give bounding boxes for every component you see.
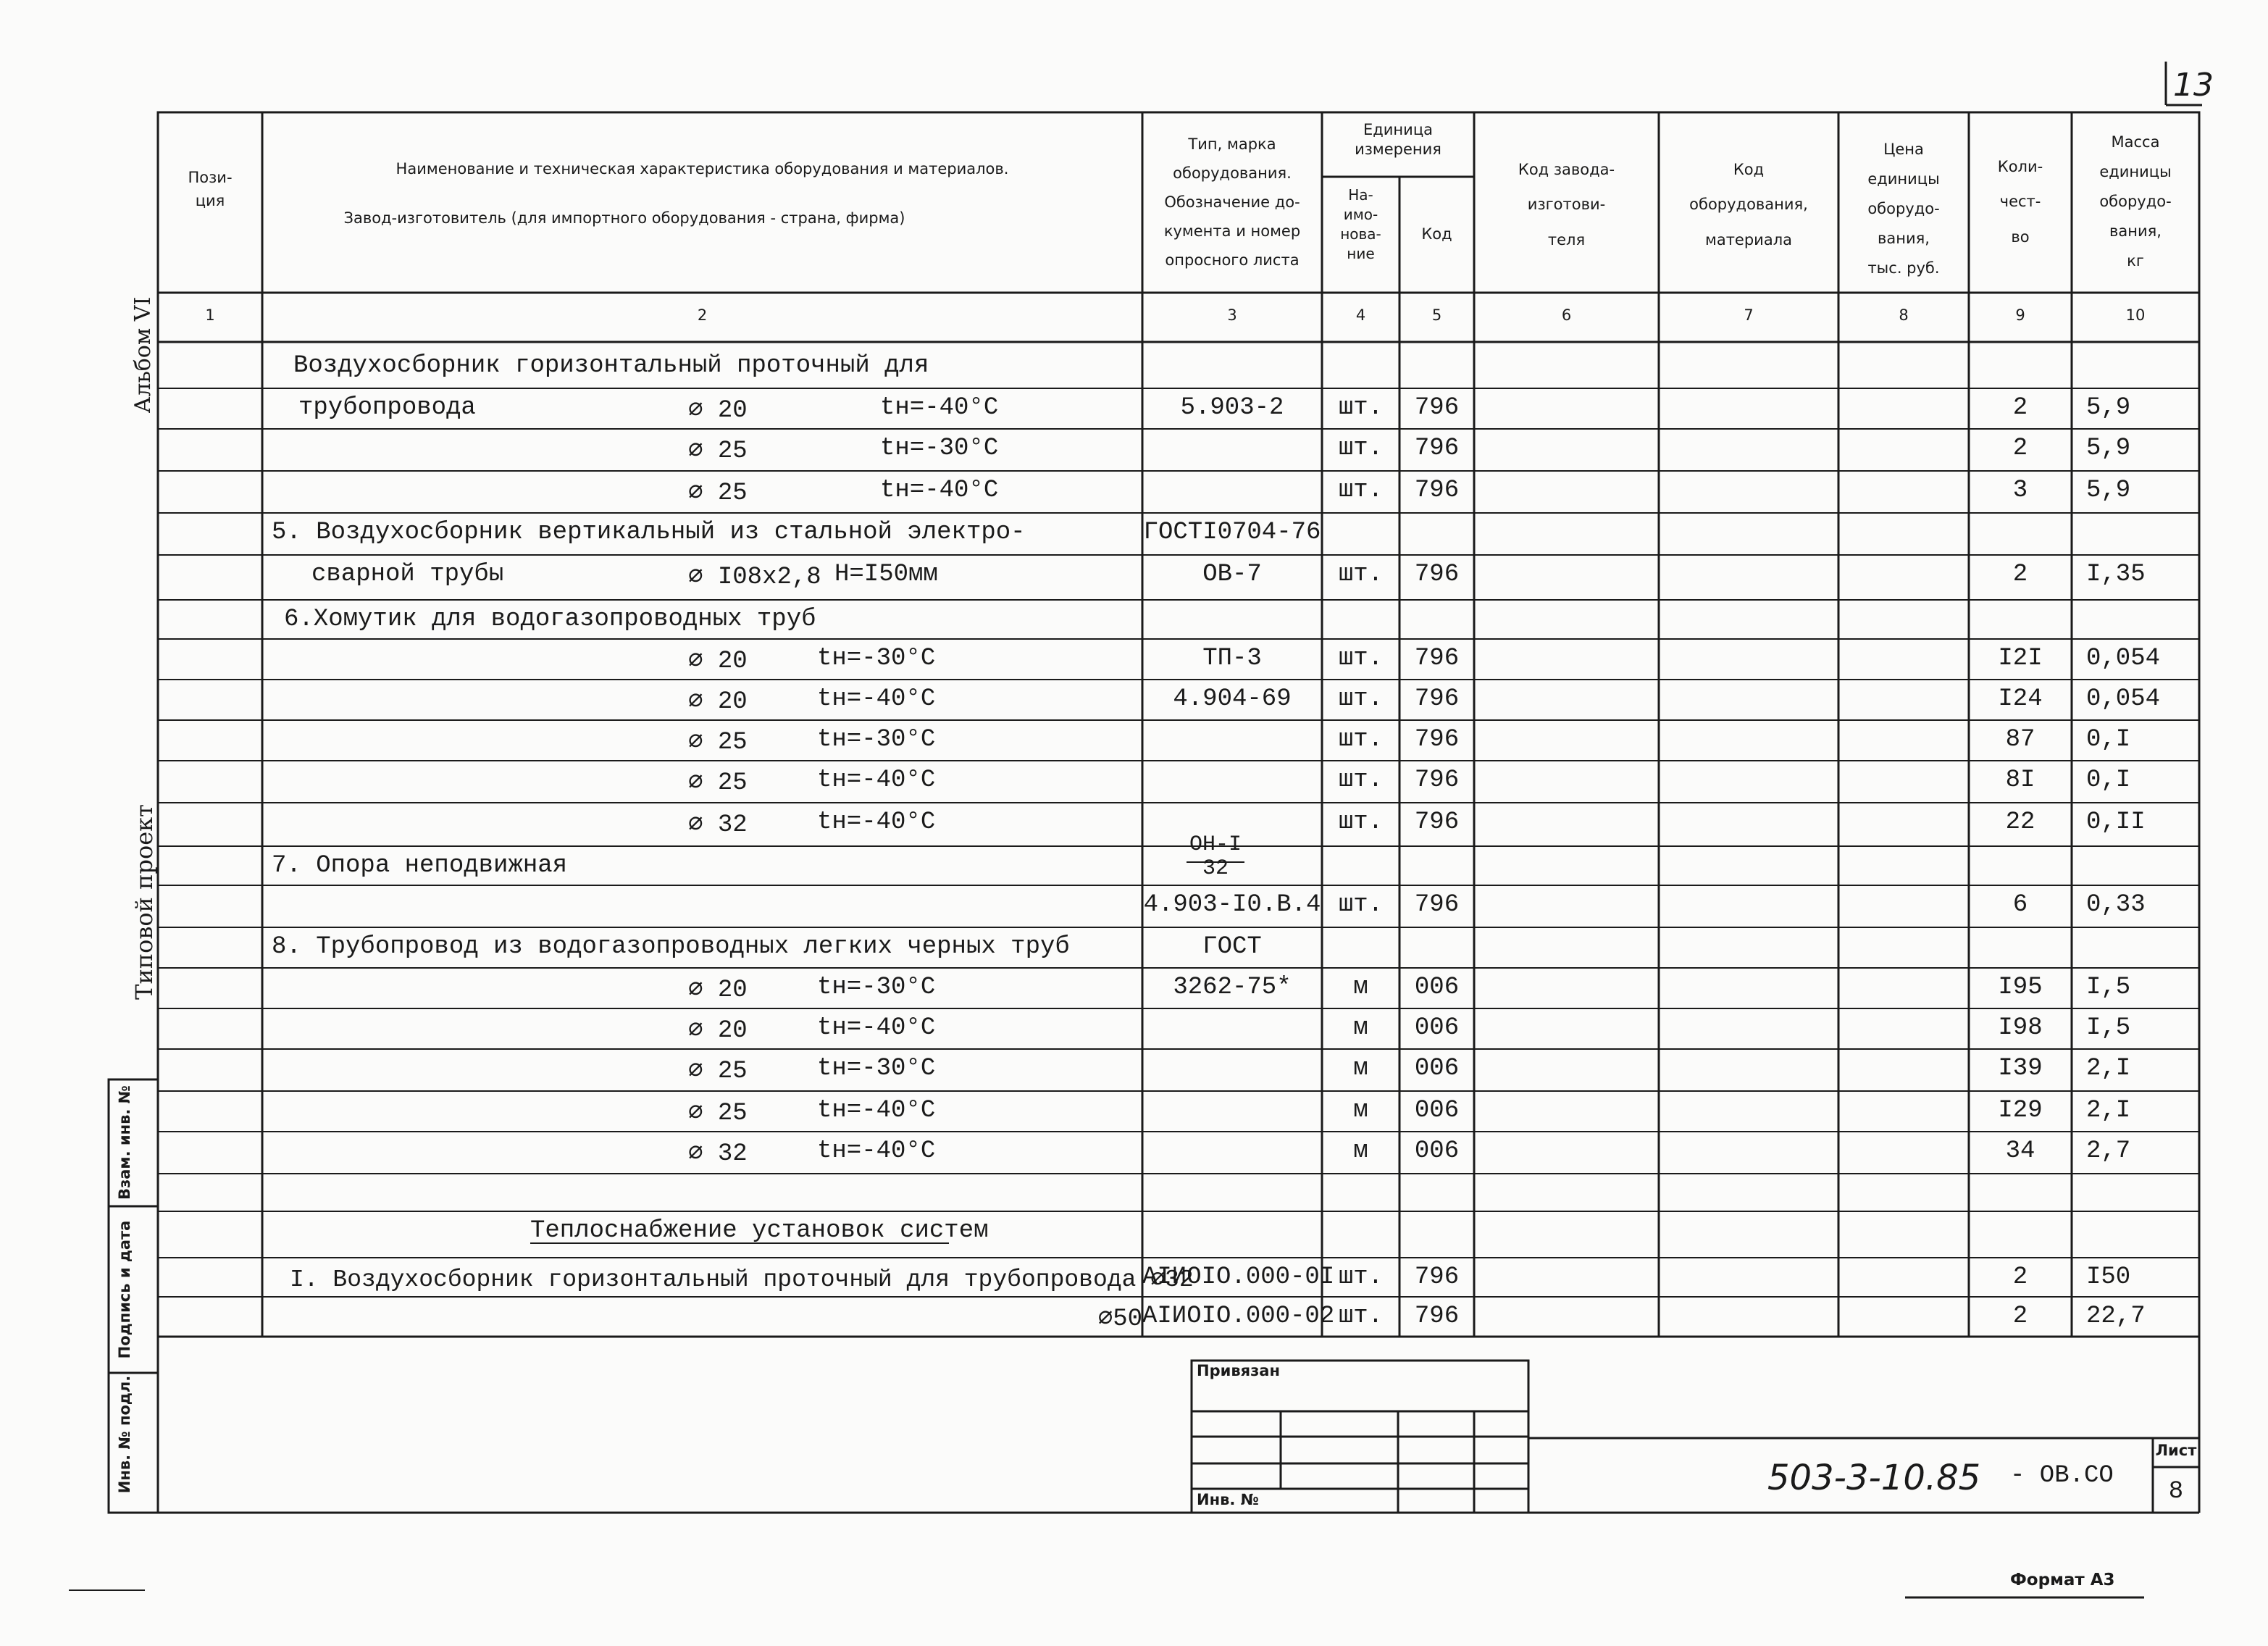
row-doc-designation: 3262-75* <box>1173 974 1292 1001</box>
row-name: ∅50 <box>1097 1305 1142 1333</box>
stamp-label-signature-date: Подпись и дата <box>116 1220 133 1359</box>
row-unit-name: м <box>1353 1014 1368 1042</box>
row-unit-name: м <box>1353 1097 1368 1124</box>
row-unit-name: шт. <box>1338 645 1384 672</box>
document-code-suffix: - ОВ.СО <box>2010 1462 2114 1490</box>
row-temperature: tн=-30°C <box>880 435 999 462</box>
row-temperature: tн=-40°C <box>817 809 936 836</box>
column-number: 6 <box>1561 306 1572 324</box>
row-mass: I,5 <box>2086 1014 2131 1042</box>
row-doc-designation: ТП-3 <box>1202 645 1262 672</box>
row-unit-name: шт. <box>1338 435 1384 462</box>
column-number: 5 <box>1431 306 1442 324</box>
column-number: 10 <box>2125 306 2146 324</box>
row-temperature: tн=-40°C <box>880 477 999 504</box>
row-name: I. Воздухосборник горизонтальный проточный для трубопровода ∅32 <box>290 1266 1194 1293</box>
row-unit-code: 006 <box>1414 974 1460 1001</box>
row-quantity: 6 <box>2012 891 2028 919</box>
row-unit-name: шт. <box>1338 477 1384 504</box>
row-diameter: ∅ 25 <box>688 769 748 797</box>
row-quantity: I95 <box>1998 974 2043 1001</box>
row-temperature: tн=-30°C <box>817 1055 936 1082</box>
row-quantity: 2 <box>2012 1263 2028 1291</box>
row-quantity: I29 <box>1998 1097 2043 1124</box>
row-quantity: 2 <box>2012 435 2028 462</box>
row-doc-designation: АIИОIO.000-0I <box>1142 1263 1335 1291</box>
row-diameter: ∅ 32 <box>688 811 748 839</box>
sheet-number: 8 <box>2168 1478 2184 1505</box>
opora-fraction-top: ОН-I <box>1189 832 1242 857</box>
row-unit-code: 796 <box>1414 891 1460 919</box>
row-unit-code: 796 <box>1414 809 1460 836</box>
row-temperature: tн=-40°C <box>817 1014 936 1042</box>
row-mass: 2,7 <box>2086 1137 2131 1165</box>
row-unit-name: м <box>1353 1055 1368 1082</box>
row-doc-designation: 4.903-I0.В.4 <box>1143 891 1321 919</box>
row-unit-code: 796 <box>1414 561 1460 588</box>
row-mass: 22,7 <box>2086 1303 2146 1330</box>
row-mass: I,35 <box>2086 561 2146 588</box>
opora-fraction-bottom: 32 <box>1202 856 1229 881</box>
row-unit-code: 006 <box>1414 1014 1460 1042</box>
row-mass: 0,33 <box>2086 891 2146 919</box>
row-unit-name: шт. <box>1338 685 1384 713</box>
stamp-label-vzam-inv: Взам. инв. № <box>116 1085 133 1200</box>
opora-fraction <box>1172 833 1259 881</box>
row-name: 6.Хомутик для водогазопроводных труб <box>284 606 816 633</box>
row-mass: 5,9 <box>2086 394 2131 422</box>
row-unit-name: шт. <box>1338 1263 1384 1291</box>
row-unit-name: шт. <box>1338 726 1384 753</box>
row-quantity: 22 <box>2005 809 2035 836</box>
row-unit-code: 796 <box>1414 477 1460 504</box>
row-diameter: ∅ 25 <box>688 729 748 756</box>
row-unit-code: 796 <box>1414 1263 1460 1291</box>
row-mass: 5,9 <box>2086 435 2131 462</box>
column-number: 9 <box>2015 306 2025 324</box>
row-quantity: 8I <box>2005 766 2035 794</box>
row-name: сварной трубы <box>311 561 504 588</box>
row-unit-code: 796 <box>1414 685 1460 713</box>
sheet-label: Лист <box>2155 1442 2197 1459</box>
row-diameter: ∅ I08x2,8 <box>688 564 821 591</box>
row-diameter: ∅ 32 <box>688 1140 748 1168</box>
row-mass: 2,I <box>2086 1055 2131 1082</box>
row-mass: 0,I <box>2086 726 2131 753</box>
header-unit-code: Код <box>1421 225 1452 243</box>
row-unit-code: 796 <box>1414 394 1460 422</box>
side-label-album: Альбом VI <box>130 296 156 414</box>
header-equipment-code: Код оборудования, материала <box>1689 161 1808 248</box>
row-quantity: 2 <box>2012 1303 2028 1330</box>
row-mass: 2,I <box>2086 1097 2131 1124</box>
row-mass: I50 <box>2086 1263 2131 1291</box>
column-number: 2 <box>697 306 708 324</box>
row-temperature: tн=-40°C <box>817 1137 936 1165</box>
row-doc-designation: ОВ-7 <box>1202 561 1262 588</box>
row-unit-name: шт. <box>1338 891 1384 919</box>
row-diameter: ∅ 20 <box>688 648 748 675</box>
row-unit-code: 796 <box>1414 726 1460 753</box>
row-mass: 5,9 <box>2086 477 2131 504</box>
row-name: 8. Трубопровод из водогазопроводных легких черных труб <box>272 933 1070 961</box>
row-temperature: tн=-30°C <box>817 726 936 753</box>
row-unit-code: 796 <box>1414 645 1460 672</box>
corner-page-number: 13 <box>2173 67 2214 104</box>
row-name: Воздухосборник горизонтальный проточный для <box>293 352 929 380</box>
row-unit-name: шт. <box>1338 561 1384 588</box>
row-temperature: Н=I50мм <box>834 561 938 588</box>
row-quantity: 34 <box>2005 1137 2035 1165</box>
row-unit-name: шт. <box>1338 394 1384 422</box>
row-unit-code: 796 <box>1414 435 1460 462</box>
row-name: трубопровода <box>298 394 476 422</box>
row-quantity: 2 <box>2012 394 2028 422</box>
row-diameter: ∅ 20 <box>688 1017 748 1045</box>
row-quantity: I24 <box>1998 685 2043 713</box>
row-unit-name: м <box>1353 1137 1368 1165</box>
row-diameter: ∅ 25 <box>688 480 748 507</box>
row-diameter: ∅ 25 <box>688 438 748 465</box>
row-diameter: ∅ 20 <box>688 688 748 716</box>
row-doc-designation: ГОСТ <box>1202 933 1262 961</box>
format-label: Формат А3 <box>2010 1571 2115 1589</box>
header-name-line1: Наименование и техническая характеристика оборудования и материалов. <box>396 160 1009 177</box>
stamp-inv-no: Инв. № <box>1197 1491 1259 1508</box>
row-name: 7. Опора неподвижная <box>272 852 568 880</box>
row-unit-name: шт. <box>1338 809 1384 836</box>
row-name: 5. Воздухосборник вертикальный из стальной электро- <box>272 519 1026 546</box>
row-unit-code: 796 <box>1414 766 1460 794</box>
stamp-privyazan: Привязан <box>1197 1362 1280 1379</box>
column-number: 7 <box>1744 306 1754 324</box>
row-doc-designation: ГОСТI0704-76 <box>1143 519 1321 546</box>
row-temperature: tн=-40°C <box>817 1097 936 1124</box>
row-temperature: tн=-40°C <box>880 394 999 422</box>
row-quantity: I98 <box>1998 1014 2043 1042</box>
row-diameter: ∅ 25 <box>688 1100 748 1127</box>
row-mass: I,5 <box>2086 974 2131 1001</box>
row-diameter: ∅ 20 <box>688 397 748 425</box>
column-number: 3 <box>1227 306 1237 324</box>
row-mass: 0,I <box>2086 766 2131 794</box>
header-mass: Масса единицы оборудо- вания, кг <box>2099 133 2172 270</box>
row-diameter: ∅ 25 <box>688 1058 748 1085</box>
row-mass: 0,054 <box>2086 645 2161 672</box>
side-label-project: Типовой проект <box>130 804 158 1000</box>
header-name-line2: Завод-изготовитель (для импортного оборудования - страна, фирма) <box>343 209 905 227</box>
row-unit-name: шт. <box>1338 766 1384 794</box>
row-name: Теплоснабжение установок систем <box>530 1217 989 1245</box>
header-position: Пози- ция <box>188 169 233 209</box>
document-code: 503-3-10.85 <box>1767 1458 1981 1498</box>
row-quantity: 3 <box>2012 477 2028 504</box>
row-unit-name: м <box>1353 974 1368 1001</box>
header-price: Цена единицы оборудо- вания, тыс. руб. <box>1867 141 1940 277</box>
header-quantity: Коли- чест- во <box>1997 158 2043 246</box>
row-temperature: tн=-40°C <box>817 766 936 794</box>
row-diameter: ∅ 20 <box>688 977 748 1004</box>
header-plant-code: Код завода- изготови- теля <box>1518 161 1615 248</box>
column-number: 4 <box>1355 306 1366 324</box>
row-doc-designation: 5.903-2 <box>1180 394 1284 422</box>
row-unit-code: 006 <box>1414 1137 1460 1165</box>
header-unit-group: Единица измерения <box>1355 121 1441 159</box>
row-quantity: 2 <box>2012 561 2028 588</box>
row-doc-designation: 4.904-69 <box>1173 685 1292 713</box>
row-quantity: I39 <box>1998 1055 2043 1082</box>
column-number: 1 <box>205 306 215 324</box>
row-doc-designation: АIИОIO.000-02 <box>1142 1303 1335 1330</box>
row-temperature: tн=-30°C <box>817 645 936 672</box>
row-temperature: tн=-40°C <box>817 685 936 713</box>
row-unit-code: 006 <box>1414 1055 1460 1082</box>
row-mass: 0,II <box>2086 809 2146 836</box>
row-unit-code: 006 <box>1414 1097 1460 1124</box>
row-mass: 0,054 <box>2086 685 2161 713</box>
row-temperature: tн=-30°C <box>817 974 936 1001</box>
column-number: 8 <box>1899 306 1909 324</box>
header-type-doc: Тип, марка оборудования. Обозначение до- кумента и номер опросного листа <box>1163 135 1301 269</box>
row-quantity: 87 <box>2005 726 2035 753</box>
stamp-label-inv-podl: Инв. № подл. <box>116 1375 133 1494</box>
row-unit-name: шт. <box>1338 1303 1384 1330</box>
row-unit-code: 796 <box>1414 1303 1460 1330</box>
row-quantity: I2I <box>1998 645 2043 672</box>
header-unit-name: На- имо- нова- ние <box>1340 186 1381 262</box>
